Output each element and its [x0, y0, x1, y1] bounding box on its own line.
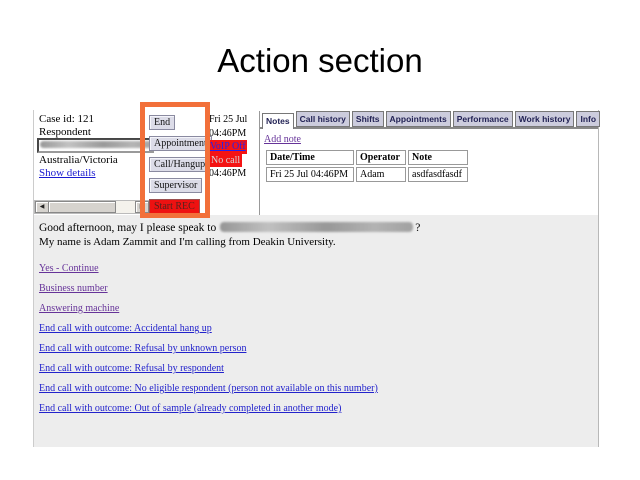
case-id-label: Case id: 121 [39, 113, 94, 125]
scrollbar-thumb[interactable] [48, 201, 116, 213]
outcome-link-refusal-unknown[interactable]: End call with outcome: Refusal by unknown person [39, 343, 247, 354]
respondent-label: Respondent [39, 126, 91, 138]
highlight-box [140, 102, 210, 218]
greeting-line [39, 222, 420, 234]
respondent-field[interactable] [37, 138, 154, 153]
end-button[interactable]: End [149, 115, 175, 130]
tab-appointments[interactable]: Appointments [386, 111, 451, 127]
tab-info[interactable]: Info [576, 111, 600, 127]
tab-work-history[interactable]: Work history [515, 111, 575, 127]
outcome-link-refusal-respondent[interactable]: End call with outcome: Refusal by respondent [39, 363, 224, 374]
notes-table-header-row [266, 150, 468, 165]
app-screenshot [33, 110, 599, 447]
column-header-note: Note [408, 150, 468, 165]
tab-bar [260, 111, 598, 129]
scroll-right-icon[interactable]: ▶ [135, 201, 149, 213]
show-details-link[interactable]: Show details [39, 167, 96, 179]
voip-toggle-link[interactable]: VoIP Off [210, 141, 246, 152]
sample-location-label: Australia/Victoria [39, 154, 118, 166]
note-datetime-cell: Fri 25 Jul 04:46PM [266, 167, 354, 182]
status-time-2: 04:46PM [209, 168, 247, 179]
note-text-cell: asdfasdfasdf [408, 167, 468, 182]
note-operator-cell: Adam [356, 167, 406, 182]
intro-line: My name is Adam Zammit and I'm calling from Deakin University. [39, 236, 336, 248]
redacted-name [220, 222, 413, 232]
greeting-text: Good afternoon, may I please speak to [39, 222, 217, 234]
call-state-badge: No call [211, 154, 241, 166]
outcome-link-no-eligible-respondent[interactable]: End call with outcome: No eligible respondent (person not available on this number) [39, 383, 378, 394]
tab-call-history[interactable]: Call history [296, 111, 350, 127]
column-header-datetime: Date/Time [266, 150, 354, 165]
horizontal-scrollbar[interactable] [34, 200, 150, 214]
tab-shifts[interactable]: Shifts [352, 111, 384, 127]
appointment-button[interactable]: Appointment [149, 136, 212, 151]
status-date: Fri 25 Jul [209, 114, 248, 125]
outcome-link-yes-continue[interactable]: Yes - Continue [39, 263, 99, 274]
outcome-link-out-of-sample[interactable]: End call with outcome: Out of sample (already completed in another mode) [39, 403, 342, 414]
tab-notes[interactable]: Notes [262, 113, 294, 129]
supervisor-button[interactable]: Supervisor [149, 178, 202, 193]
slide-title: Action section [217, 42, 423, 79]
table-row [266, 167, 468, 182]
scroll-left-icon[interactable]: ◀ [35, 201, 49, 213]
tab-performance[interactable]: Performance [453, 111, 513, 127]
column-header-operator: Operator [356, 150, 406, 165]
redacted-text [40, 141, 155, 148]
outcome-link-business-number[interactable]: Business number [39, 283, 108, 294]
script-area [34, 215, 598, 447]
outcome-link-answering-machine[interactable]: Answering machine [39, 303, 120, 314]
start-rec-button[interactable]: Start REC [149, 199, 200, 214]
add-note-link[interactable]: Add note [264, 134, 301, 145]
call-status-column [209, 113, 259, 181]
outcome-link-accidental-hangup[interactable]: End call with outcome: Accidental hang up [39, 323, 212, 334]
notes-table [264, 148, 470, 184]
greeting-question-mark: ? [415, 222, 421, 234]
call-hangup-button[interactable]: Call/Hangup [149, 157, 210, 172]
status-time: 04:46PM [209, 127, 247, 139]
notes-tab-panel [259, 111, 598, 215]
